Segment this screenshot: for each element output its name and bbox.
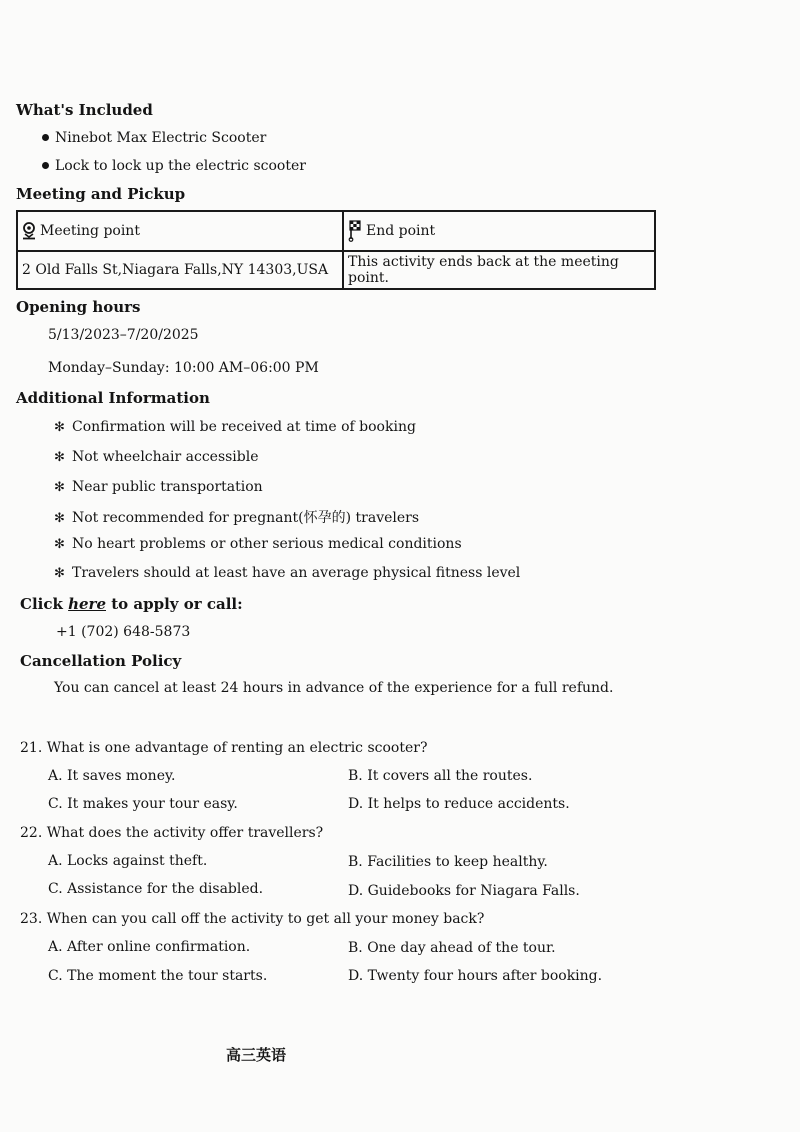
- end-point-cell: End point: [343, 211, 655, 251]
- question-stem: 21. What is one advantage of renting an electric scooter?: [20, 740, 428, 756]
- additional-item: ✻ Travelers should at least have an average physical fitness level: [54, 565, 521, 581]
- option-d: D. Twenty four hours after booking.: [348, 968, 603, 984]
- asterisk-icon: ✻: [54, 511, 65, 526]
- option-b: B. Facilities to keep healthy.: [348, 854, 548, 870]
- option-c: C. The moment the tour starts.: [48, 968, 268, 984]
- question-stem: 22. What does the activity offer travellers?: [20, 825, 324, 841]
- bullet-dot-icon: [42, 134, 49, 141]
- apply-here-link[interactable]: here: [68, 595, 106, 613]
- additional-item: ✻ No heart problems or other serious medical conditions: [54, 536, 462, 552]
- asterisk-icon: ✻: [54, 537, 65, 552]
- asterisk-icon: ✻: [54, 566, 65, 581]
- additional-item: ✻ Not recommended for pregnant(怀孕的) travelers: [54, 510, 420, 526]
- asterisk-icon: ✻: [54, 450, 65, 465]
- option-b: B. It covers all the routes.: [348, 768, 533, 784]
- asterisk-icon: ✻: [54, 420, 65, 435]
- bullet-dot-icon: [42, 162, 49, 169]
- hours-dates: 5/13/2023–7/20/2025: [48, 327, 199, 343]
- cancellation-text: You can cancel at least 24 hours in advance of the experience for a full refund.: [54, 680, 614, 696]
- additional-heading: Additional Information: [16, 389, 210, 407]
- option-a: A. After online confirmation.: [48, 939, 251, 955]
- option-c: C. Assistance for the disabled.: [48, 881, 264, 897]
- meeting-address: 2 Old Falls St,Niagara Falls,NY 14303,USA: [17, 251, 343, 289]
- meeting-point-cell: Meeting point: [17, 211, 343, 251]
- checkered-flag-icon: [348, 220, 362, 242]
- additional-item: ✻ Confirmation will be received at time of booking: [54, 419, 416, 435]
- meeting-heading: Meeting and Pickup: [16, 185, 186, 203]
- option-d: D. Guidebooks for Niagara Falls.: [348, 883, 580, 899]
- option-a: A. Locks against theft.: [48, 853, 208, 869]
- option-d: D. It helps to reduce accidents.: [348, 796, 570, 812]
- option-a: A. It saves money.: [48, 768, 176, 784]
- option-c: C. It makes your tour easy.: [48, 796, 238, 812]
- included-item: Lock to lock up the electric scooter: [42, 158, 306, 174]
- asterisk-icon: ✻: [54, 480, 65, 495]
- hours-heading: Opening hours: [16, 298, 141, 316]
- included-heading: What's Included: [16, 101, 153, 119]
- cancellation-heading: Cancellation Policy: [20, 652, 182, 670]
- option-b: B. One day ahead of the tour.: [348, 940, 556, 956]
- apply-line: Click here to apply or call:: [20, 595, 243, 613]
- additional-item: ✻ Not wheelchair accessible: [54, 449, 259, 465]
- page-footer: 高三英语: [226, 1046, 287, 1064]
- question-stem: 23. When can you call off the activity to get all your money back?: [20, 911, 485, 927]
- included-item: Ninebot Max Electric Scooter: [42, 130, 266, 146]
- hours-days: Monday–Sunday: 10:00 AM–06:00 PM: [48, 360, 319, 376]
- additional-item: ✻ Near public transportation: [54, 479, 263, 495]
- map-pin-icon: [22, 222, 36, 240]
- phone-number[interactable]: +1 (702) 648-5873: [56, 624, 191, 640]
- end-point-text: This activity ends back at the meeting point.: [343, 251, 655, 289]
- meeting-table: [16, 210, 656, 290]
